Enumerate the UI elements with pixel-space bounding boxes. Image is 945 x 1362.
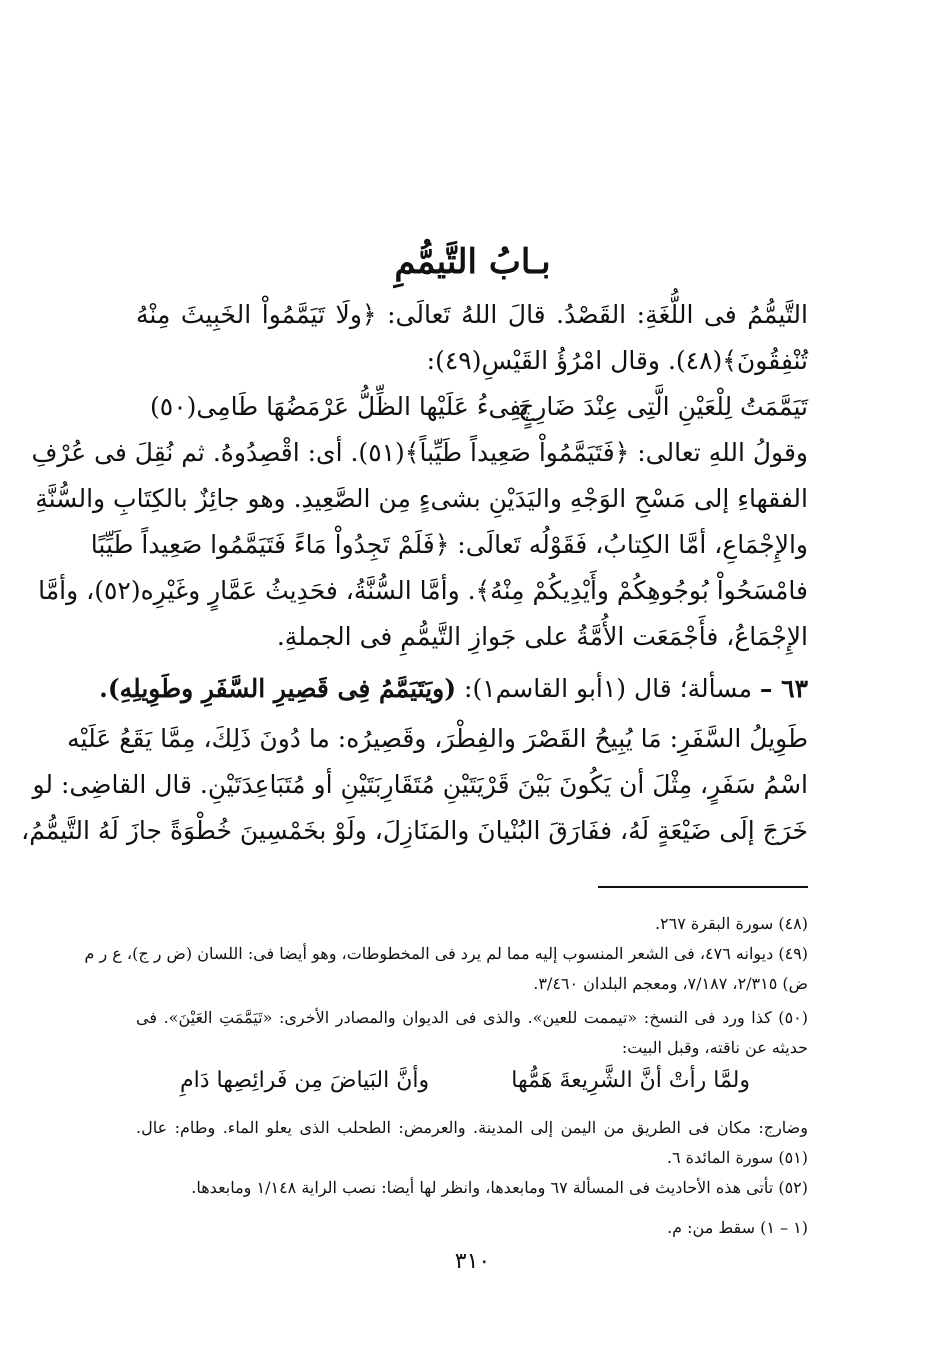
question-text: (ويَتَيَمَّمُ فِى قَصِيرِ السَّفَرِ وطَوِيلِهِ). xyxy=(99,674,457,703)
page-number: ٣١٠ xyxy=(454,1249,491,1274)
footnote-verse-first: ولمَّا رأتْ أنَّ الشَّرِيعةَ هَمُّها xyxy=(511,1068,750,1093)
body-line: تُنْفِقُونَ﴾(٤٨). وقال امْرُؤُ القَيْسِ(٤٩): xyxy=(426,346,808,375)
question-intro: مسألة؛ قال (١أبو القاسم١): xyxy=(464,674,752,703)
body-line: وقولُ اللهِ تعالى: ﴿فَتَيَمَّمُواْ صَعِيداً طَيِّباً﴾(٥١). أى: اقْصِدُوهُ. ثم نُقِلَ فى عُرْفِ xyxy=(31,438,808,467)
body-line: التَّيمُّمُ فى اللُّغَةِ: القَصْدُ. قالَ اللهُ تَعالَى: ﴿ولَا تَيَمَّمُواْ الخَبِيثَ مِنْهُ xyxy=(136,300,809,329)
verse-first-hemistich: تَيَمَّمَتُ لِلْعَيْنِ الَّتِى عِنْدَ ضَارِجٍ xyxy=(518,392,808,421)
footnote-52: (٥٢) تأتى هذه الأحاديث فى المسألة ٦٧ ومابعدها، وانظر لها أيضا: نصب الراية ١/١٤٨ ومابعدها. xyxy=(191,1178,808,1197)
footnote-separator xyxy=(598,886,808,888)
body-line: اسْمُ سَفَرٍ، مِثْلَ أن يَكُونَ بَيْنَ قَرْيَتَيْنِ مُتَقَارِبَتَيْنِ أو مُتَبَاعِدَتَيْنِ. قال القاضِى: لو xyxy=(32,770,808,799)
question-number: ٦٣ – xyxy=(759,674,808,703)
footnote-50-cont: حديثه عن ناقته، وقبل البيت: xyxy=(621,1038,808,1057)
footnote-variant: (١ – ١) سقط من: م. xyxy=(667,1218,808,1237)
body-line: خَرَجَ إلَى ضَيْعَةٍ لَهُ، ففَارَقَ البُنْيانَ والمَنَازِلَ، ولَوْ بخَمْسِينَ خُطْوَةً جازَ لَهُ التَّيمُّمُ، xyxy=(21,816,808,845)
body-line: فامْسَحُواْ بُوجُوهِكُمْ وأَيْدِيكُمْ مِنْهُ﴾. وأمَّا السُّنَّةُ، فحَدِيثُ عَمَّارٍ وغَيْرِه(٥٢)، وأمَّا xyxy=(38,576,808,605)
question-heading xyxy=(99,666,808,712)
footnote-48: (٤٨) سورة البقرة ٢٦٧. xyxy=(654,914,808,933)
footnote-49-cont: ض) ٢/٣١٥، ٧/١٨٧، ومعجم البلدان ٣/٤٦٠. xyxy=(533,974,808,993)
verse-second-hemistich: يَفِىءُ عَلَيْها الظِّلُّ عَرْمَضُهَا طَامِى(٥٠) xyxy=(150,392,529,421)
body-line: الفقهاءِ إلى مَسْحِ الوَجْهِ واليَدَيْنِ بشىءٍ مِن الصَّعِيدِ. وهو جائِزٌ بالكِتَابِ والسُّنَّةِ xyxy=(35,484,808,513)
body-line: طَوِيلُ السَّفَرِ: مَا يُبِيحُ القَصْرَ والفِطْرَ، وقَصِيرُه: ما دُونَ ذَلِكَ، مِمَّا يَقَعُ عَلَيْه xyxy=(67,724,808,753)
body-line: الإِجْمَاعُ، فأَجْمَعَت الأُمَّةُ على جَوازِ التَّيمُّمِ فى الجملةِ. xyxy=(276,622,808,651)
footnote-50: (٥٠) كذا ورد فى النسخ: «تيممت للعين». والذى فى الديوان والمصادر الأخرى: «تَيَمَّمَتِ العَيْنَ». فى xyxy=(136,1008,808,1027)
footnote-50-gloss: وضارج: مكان فى الطريق من اليمن إلى المدينة. والعرمض: الطحلب الذى يعلو الماء. وطام: عال. xyxy=(136,1118,808,1137)
body-line: والإِجْمَاعِ، أمَّا الكِتابُ، فَقَوْلُه تَعالَى: ﴿فَلَمْ تَجِدُواْ مَاءً فَتَيَمَّمُوا صَعِيداً طَيِّبًا xyxy=(90,530,808,559)
footnote-51: (٥١) سورة المائدة ٦. xyxy=(666,1148,808,1167)
chapter-title: بـابُ التَّيمُّمِ xyxy=(394,242,551,282)
footnote-verse-second: وأنَّ البَياضَ مِن فَرائِصِها دَامِ xyxy=(180,1068,430,1093)
footnote-49: (٤٩) ديوانه ٤٧٦، فى الشعر المنسوب إليه مما لم يرد فى المخطوطات، وهو أيضا فى: اللسان (ض ر ج)، ع ر م xyxy=(84,944,808,963)
